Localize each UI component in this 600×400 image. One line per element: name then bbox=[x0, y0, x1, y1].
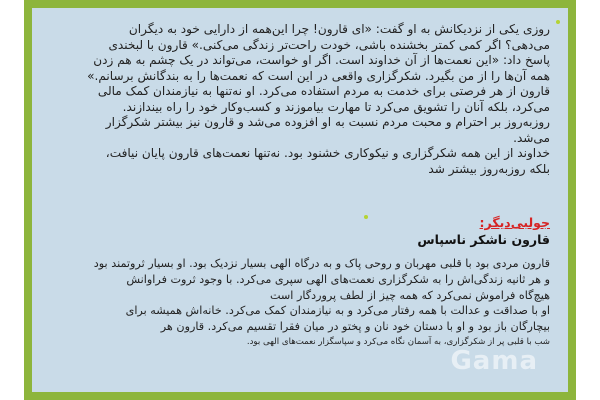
story-line: قارون از هر فرصتی برای خدمت به مردم استفاده می‌کرد. او نه‌تنها به نیازمندان کمک مالی bbox=[97, 84, 550, 98]
story-line: و هر ثانیه زندگی‌اش را به شکرگزاری نعمت‌های الهی سپری می‌کرد. با وجود ثروت فراوانش bbox=[126, 272, 550, 286]
story-line: می‌دهی؟ اگر کمی کمتر بخشنده باشی، خودت راحت‌تر زندگی می‌کنی.» قارون با لبخندی bbox=[108, 37, 550, 52]
story-paragraph-2 bbox=[56, 256, 550, 351]
story-line: پاسخ داد: «این نعمت‌ها از آن خداوند است. اگر او خواست، می‌تواند در یک چشم به هم زدن bbox=[93, 53, 550, 67]
story-line: می‌کرد، بلکه آنان را تشویق می‌کرد تا مهارت بیاموزند و کسب‌وکار خود را راه بیندازند. bbox=[122, 99, 550, 114]
story-line: همه آن‌ها را از من بگیرد. شکرگزاری واقعی در این است که نعمت‌ها را به بندگانش برسانم.» bbox=[87, 68, 550, 83]
section-header bbox=[56, 214, 550, 248]
story-line: شب با قلبی پر از شکرگزاری، به آسمان نگاه می‌کرد و سپاسگزار نعمت‌های الهی بود. bbox=[246, 336, 550, 347]
story-line: قارون مردی بود با قلبی مهربان و روحی پاک و به درگاه الهی بسیار نزدیک بود. او بسیار ثروتمند بود bbox=[93, 257, 550, 270]
bullet-icon bbox=[556, 20, 560, 24]
watermark-logo: Gama bbox=[450, 346, 538, 376]
section-title: قارون ناشکر ناسپاس bbox=[417, 232, 550, 247]
story-line: بیچارگان باز بود و او با دستان خود نان و پختو در میان فقرا تقسیم می‌کرد. قارون هر bbox=[160, 320, 550, 334]
page-frame bbox=[24, 0, 576, 400]
story-paragraph bbox=[56, 22, 550, 177]
story-line: هیچ‌گاه فراموش نمی‌کرد که همه چیز از لطف پروردگار است bbox=[269, 288, 550, 302]
section-label: جولبی‌دیگر: bbox=[479, 215, 550, 230]
story-line: می‌شد. bbox=[513, 130, 550, 145]
story-line: خداوند از این همه شکرگزاری و نیکوکاری خشنود بود. نه‌تنها نعمت‌های قارون پایان نیافت، bbox=[105, 146, 550, 160]
content-panel bbox=[32, 8, 568, 392]
story-line: او با صداقت و عدالت با همه رفتار می‌کرد و به نیازمندان کمک می‌کرد. خانه‌اش همیشه برای bbox=[125, 304, 550, 318]
story-line: روزی یکی از نزدیکانش به او گفت: «ای قارون! چرا این‌همه از دارایی خود به دیگران bbox=[128, 22, 550, 36]
story-line: بلکه روزبه‌روز بیشتر شد bbox=[428, 161, 550, 176]
story-line: روزبه‌روز بر احترام و محبت مردم نسبت به او افزوده می‌شد و قارون نیز بیشتر شکرگزار bbox=[105, 115, 550, 129]
